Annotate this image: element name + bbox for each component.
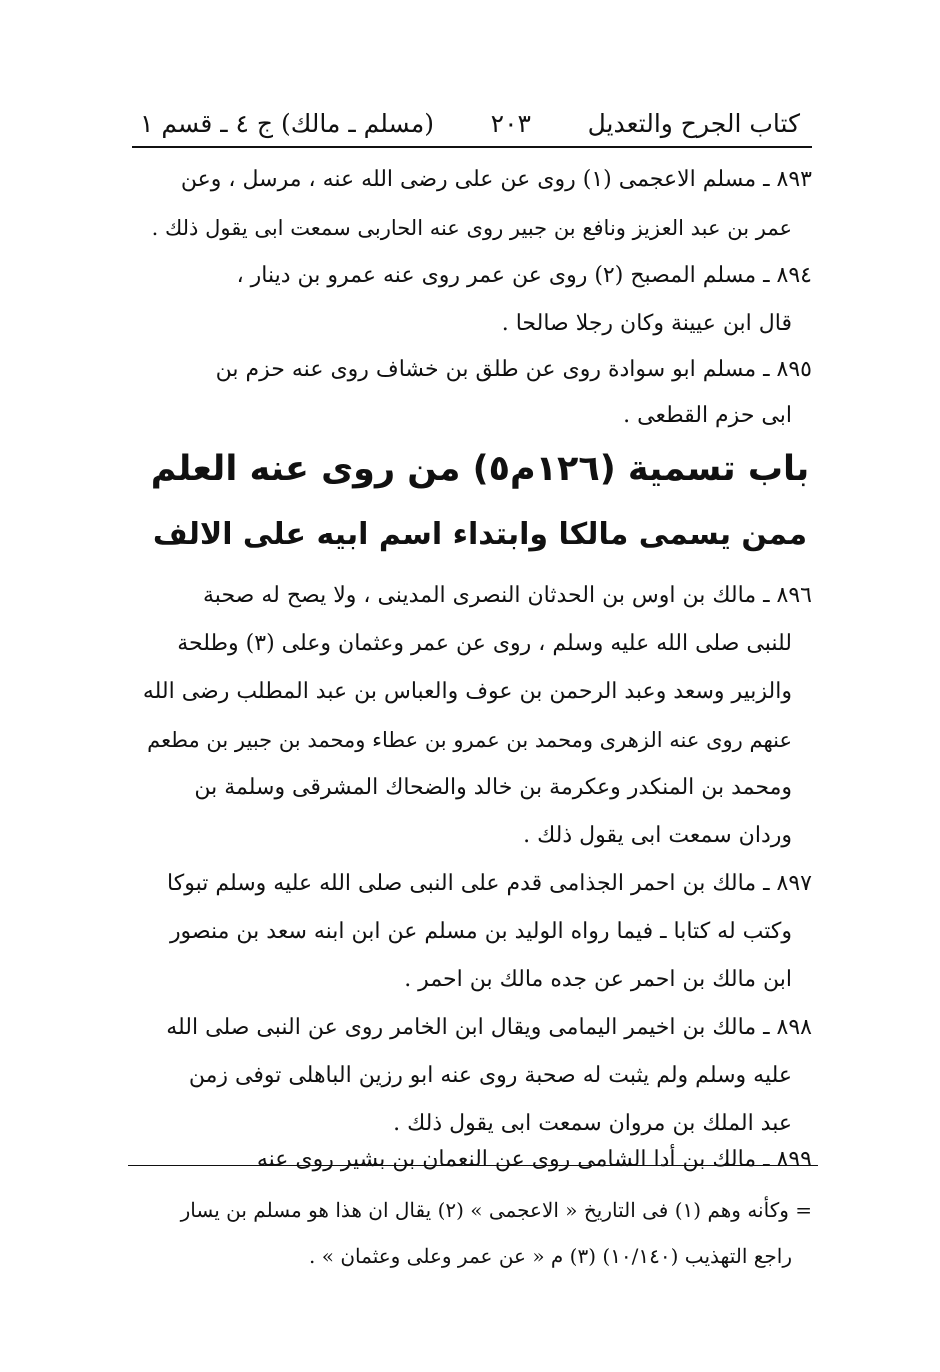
entry-line: ابى حزم القطعى .: [623, 403, 792, 428]
entry-line: ٨٩٨ ـ مالك بن اخيمر اليمامى ويقال ابن الخامر روى عن النبى صلى الله: [166, 1015, 812, 1040]
entry-line: عنهم روى عنه الزهرى ومحمد بن عمرو بن عطاء ومحمد بن جبير بن مطعم: [147, 728, 792, 752]
entry-line: عمر بن عبد العزيز ونافع بن جبير روى عنه الحاربى سمعت ابى يقول ذلك .: [151, 216, 792, 240]
book-title: كتاب الجرح والتعديل: [587, 109, 800, 138]
entry-line: وكتب له كتابا ـ فيما رواه الوليد بن مسلم عن ابن ابنه سعد بن منصور: [169, 919, 792, 944]
footnote-line: راجع التهذيب (١٠/١٤٠) (٣) م « عن عمر وعلى وعثمان » .: [309, 1244, 792, 1268]
entry-line: ومحمد بن المنكدر وعكرمة بن خالد والضحاك المشرقى وسلمة بن: [194, 775, 792, 800]
entry-line: ٨٩٤ ـ مسلم المصبح (٢) روى عن عمر روى عنه عمرو بن دينار ،: [236, 263, 812, 288]
entry-line: وردان سمعت ابى يقول ذلك .: [523, 823, 792, 848]
page-number: ٢٠٣: [490, 109, 531, 138]
section-label: (مسلم ـ مالك) ج ٤ ـ قسم ١: [140, 109, 434, 138]
entry-line: ٨٩٣ ـ مسلم الاعجمى (١) روى عن على رضى الله عنه ، مرسل ، وعن: [180, 167, 812, 192]
entry-line: ٨٩٦ ـ مالك بن اوس بن الحدثان النصرى المدينى ، ولا يصح له صحبة: [203, 583, 812, 608]
entry-line: قال ابن عيينة وكان رجلا صالحا .: [501, 311, 792, 336]
entry-line: للنبى صلى الله عليه وسلم ، روى عن عمر وعثمان وعلى (٣) وطلحة: [177, 631, 792, 656]
entry-line: والزبير وسعد وعبد الرحمن بن عوف والعباس بن عبد المطلب رضى الله: [142, 679, 792, 704]
entry-line: ٨٩٩ ـ مالك بن أدا الشامى روى عن النعمان بن بشير روى عنه: [256, 1147, 812, 1172]
chapter-heading-line-1: باب تسمية (١٢٦م٥) من روى عنه العلم: [150, 449, 810, 489]
entry-line: عليه وسلم ولم يثبت له صحبة روى عنه ابو رزين الباهلى توفى زمن: [188, 1063, 792, 1088]
entry-line: ابن مالك بن احمر عن جده مالك بن احمر .: [404, 967, 792, 992]
footnote-rule: [128, 1165, 818, 1166]
entry-line: ٨٩٧ ـ مالك بن احمر الجذامى قدم على النبى صلى الله عليه وسلم تبوكا: [167, 871, 812, 896]
footnote-line: = وكأنه وهم (١) فى التاريخ « الاعجمى » (٢) يقال ان هذا هو مسلم بن يسار: [180, 1198, 812, 1222]
entry-line: ٨٩٥ ـ مسلم ابو سوادة روى عن طلق بن خشاف روى عنه حزم بن: [215, 357, 812, 382]
header-rule: [132, 146, 812, 148]
running-header: [140, 88, 800, 138]
entry-line: عبد الملك بن مروان سمعت ابى يقول ذلك .: [393, 1111, 792, 1136]
chapter-heading-line-2: ممن يسمى مالكا وابتداء اسم ابيه على الالف: [152, 517, 808, 552]
